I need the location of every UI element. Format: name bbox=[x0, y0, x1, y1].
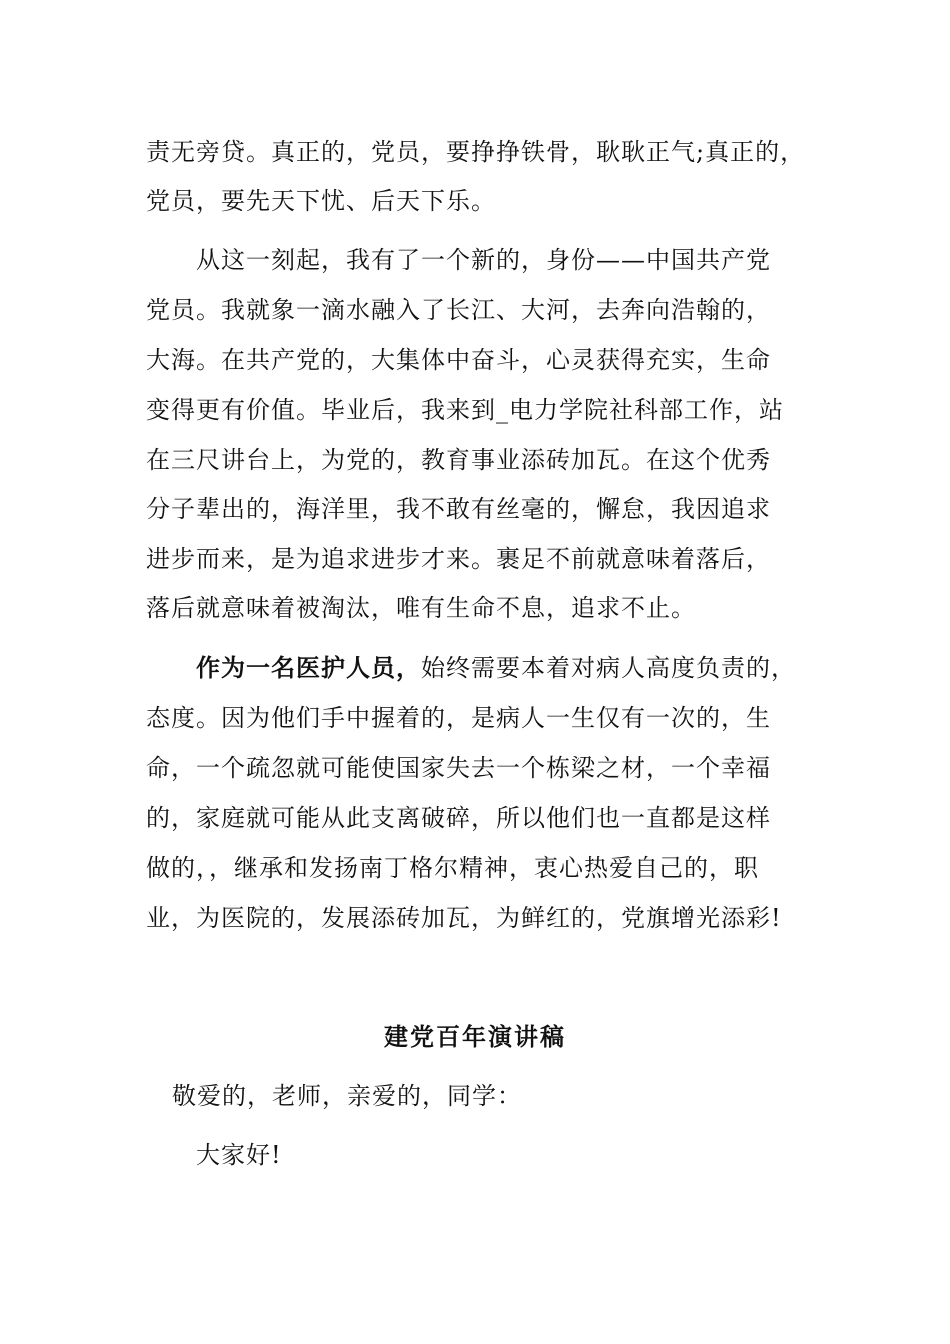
paragraph-3-line-5: 做的，，继承和发扬南丁格尔精神，衷心热爱自己的，职 bbox=[146, 854, 759, 882]
speech-title: 建党百年演讲稿 bbox=[384, 1022, 566, 1051]
paragraph-2-line-8: 落后就意味着被淘汰，唯有生命不息，追求不止。 bbox=[146, 594, 696, 622]
speech-greeting: 大家好! bbox=[196, 1141, 282, 1169]
speech-salutation: 敬爱的，老师，亲爱的，同学： bbox=[172, 1082, 522, 1110]
paragraph-2-line-5: 在三尺讲台上，为党的，教育事业添砖加瓦。在这个优秀 bbox=[146, 446, 771, 474]
paragraph-1-line-1: 责无旁贷。真正的，党员，要挣挣铁骨，耿耿正气;真正的， bbox=[146, 138, 806, 166]
paragraph-2-line-4: 变得更有价值。毕业后，我来到_电力学院社科部工作，站 bbox=[146, 396, 784, 424]
paragraph-1-line-2: 党员，要先天下忧、后天下乐。 bbox=[146, 187, 496, 215]
paragraph-3-line-4: 的，家庭就可能从此支离破碎，所以他们也一直都是这样 bbox=[146, 804, 771, 832]
paragraph-2-line-2: 党员。我就象一滴水融入了长江、大河，去奔向浩翰的， bbox=[146, 296, 771, 324]
paragraph-3-line-3: 命，一个疏忽就可能使国家失去一个栋梁之材，一个幸福 bbox=[146, 754, 771, 782]
paragraph-3-line-1 bbox=[196, 653, 796, 683]
paragraph-3-lead-rest: 始终需要本着对病人高度负责的， bbox=[421, 654, 796, 682]
paragraph-3-line-2: 态度。因为他们手中握着的，是病人一生仅有一次的，生 bbox=[146, 704, 771, 732]
paragraph-2-line-6: 分子辈出的，海洋里，我不敢有丝毫的，懈怠，我因追求 bbox=[146, 495, 771, 523]
paragraph-3-bold-lead: 作为一名医护人员， bbox=[196, 653, 421, 682]
paragraph-2-line-7: 进步而来，是为追求进步才来。裹足不前就意味着落后， bbox=[146, 545, 771, 573]
paragraph-3-line-6: 业，为医院的，发展添砖加瓦，为鲜红的，党旗增光添彩! bbox=[146, 904, 782, 932]
paragraph-2-line-3: 大海。在共产党的，大集体中奋斗，心灵获得充实，生命 bbox=[146, 346, 771, 374]
paragraph-2-line-1: 从这一刻起，我有了一个新的，身份——中国共产党 bbox=[196, 246, 771, 274]
